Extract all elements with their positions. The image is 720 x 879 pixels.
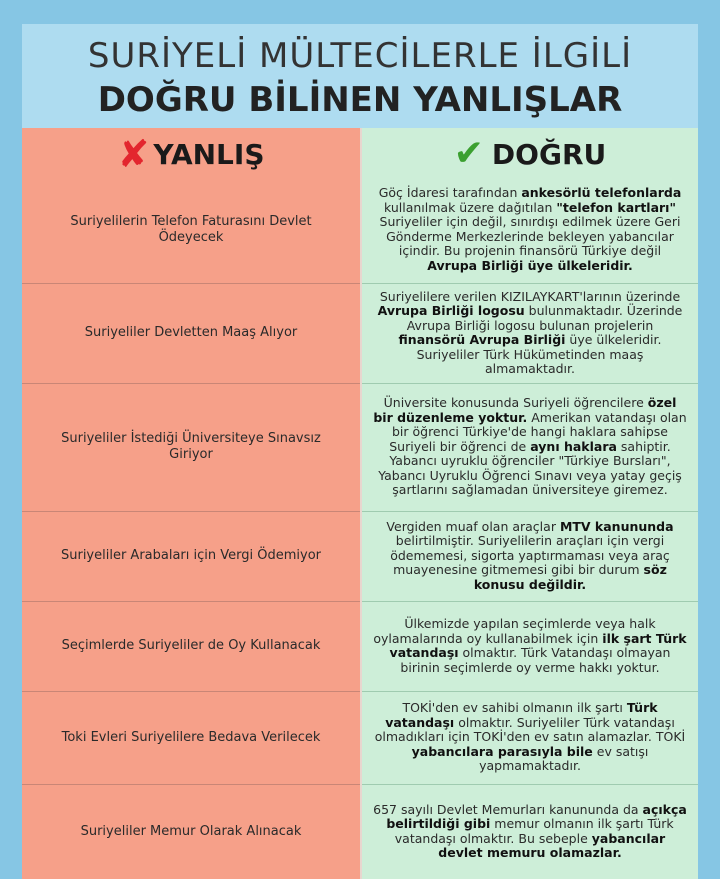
- fact-text: [372, 396, 688, 498]
- fact-fragment: kullanılmak üzere dağıtılan: [384, 199, 557, 215]
- fact-cell: [362, 601, 698, 691]
- fact-emphasis: Türk vatandaşı: [385, 700, 658, 730]
- check-mark-icon: ✔: [453, 133, 484, 174]
- fact-emphasis: MTV kanununda: [559, 518, 674, 534]
- fact-emphasis: özel bir düzenleme yoktur.: [373, 395, 677, 425]
- fact-cell: [362, 283, 698, 383]
- fact-cell: [362, 691, 698, 784]
- fact-cell: [362, 784, 698, 879]
- fact-fragment: üye ülkeleridir. Suriyeliler Türk Hükümetinden maaş almamaktadır.: [416, 332, 662, 376]
- row-divider: [362, 283, 698, 284]
- myth-cell: Suriyeliler Memur Olarak Alınacak: [80, 823, 302, 839]
- poster-title: [22, 24, 698, 128]
- row-divider: [22, 601, 360, 602]
- wrong-header: [22, 132, 360, 176]
- fact-fragment: Amerikan vatandaşı olan bir öğrenci Türkiye'de hangi haklara sahipse Suriyeli bir öğrenci de: [389, 409, 687, 454]
- fact-emphasis: söz konusu değildir.: [473, 562, 667, 592]
- myth-cell: Seçimlerde Suriyeliler de Oy Kullanacak: [61, 638, 321, 653]
- fact-cell: [362, 383, 698, 511]
- myth-cell: Suriyeliler Arabaları için Vergi Ödemiyor: [60, 548, 322, 563]
- fact-text: [372, 803, 688, 861]
- row-divider: [22, 511, 360, 512]
- fact-text: [372, 290, 688, 377]
- fact-emphasis: açıkça belirtildiği gibi: [386, 801, 687, 831]
- fact-fragment: Ülkemizde yapılan seçimlerde veya halk oylamalarında oy kullanabilmek için: [373, 616, 656, 646]
- fact-fragment: ev satışı yapmamaktadır.: [479, 743, 649, 774]
- fact-emphasis: aynı haklara: [530, 438, 617, 454]
- row-divider: [362, 691, 698, 692]
- myth-cell: Suriyelilerin Telefon Faturasını Devlet Ödeyecek: [70, 213, 312, 245]
- row-divider: [22, 283, 360, 284]
- myth-cell: Suriyeliler Devletten Maaş Alıyor: [84, 325, 298, 340]
- fact-text: [372, 617, 688, 675]
- fact-emphasis: Avrupa Birliği logosu: [377, 303, 525, 318]
- fact-fragment: olmaktır. Türk Vatandaşı olmayan birinin seçimlerde oy verme hakkı yoktur.: [400, 645, 671, 675]
- fact-emphasis: finansörü Avrupa Birliği: [398, 332, 566, 347]
- title-line-2: DOĞRU BİLİNEN YANLIŞLAR: [97, 80, 623, 120]
- fact-fragment: bulunmaktadır. Üzerinde Avrupa Birliği logosu bulunan projelerin: [406, 303, 683, 333]
- row-divider: [22, 784, 360, 785]
- fact-text: [372, 186, 688, 273]
- fact-fragment: TOKİ'den ev sahibi olmanın ilk şartı: [402, 700, 627, 716]
- fact-emphasis: ankesörlü telefonlarda: [521, 185, 682, 200]
- row-divider: [362, 784, 698, 785]
- fact-fragment: Suriyeliler için değil, sınırdışı edilmek üzere Geri Gönderme Merkezlerinde bekleyen yabancılar içindir. Bu projenin finansörü Türkiye değil: [379, 214, 681, 258]
- fact-cell: [362, 176, 698, 283]
- myth-cell: Suriyeliler İstediği Üniversiteye Sınavsız Giriyor: [61, 431, 321, 462]
- fact-fragment: memur olmanın ilk şartı Türk vatandaşı olmaktır. Bu sebeple: [394, 816, 674, 846]
- fact-fragment: belirtilmiştir. Suriyelilerin araçları için vergi ödememesi, sigorta yaptırmaması veya araç muayenesine gitmemesi gibi bir durum: [390, 533, 670, 578]
- row-divider: [362, 511, 698, 512]
- fact-fragment: Suriyelilere verilen KIZILAYKART'larının üzerinde: [379, 288, 681, 304]
- wrong-header-label: YANLIŞ: [153, 137, 265, 171]
- row-divider: [22, 383, 360, 384]
- right-header: [362, 132, 698, 176]
- fact-emphasis: yabancılara parasıyla bile: [411, 743, 593, 759]
- fact-fragment: Üniversite konusunda Suriyeli öğrencilere: [383, 395, 648, 411]
- fact-emphasis: yabancılar devlet memuru olamazlar.: [438, 830, 666, 860]
- fact-fragment: Vergiden muaf olan araçlar: [386, 518, 560, 534]
- x-mark-icon: ✘: [117, 132, 150, 176]
- fact-emphasis: Avrupa Birliği üye ülkeleridir.: [427, 257, 633, 273]
- row-divider: [362, 383, 698, 384]
- fact-emphasis: "telefon kartları": [556, 199, 676, 215]
- fact-fragment: olmaktır. Suriyeliler Türk vatandaşı olmadıkları için TOKİ'den ev satın alamazlar. TOKİ: [374, 714, 686, 745]
- row-divider: [22, 691, 360, 692]
- fact-fragment: sahiptir. Yabancı uyruklu öğrenciler "Türkiye Bursları", Yabancı Uyruklu Öğrenci Sınavı veya yatay geçiş şartlarını sağlamadan üniversiteye giremez.: [378, 438, 682, 498]
- row-divider: [362, 601, 698, 602]
- fact-fragment: Göç İdaresi tarafından: [378, 185, 522, 200]
- fact-text: [372, 520, 688, 593]
- myth-cell: Toki Evleri Suriyelilere Bedava Verilecek: [61, 729, 321, 745]
- title-line-1: SURİYELİ MÜLTECİLERLE İLGİLİ: [87, 36, 633, 76]
- fact-fragment: 657 sayılı Devlet Memurları kanununda da: [373, 801, 643, 817]
- fact-cell: [362, 511, 698, 601]
- fact-emphasis: ilk şart Türk vatandaşı: [389, 630, 687, 660]
- right-header-label: DOĞRU: [491, 137, 607, 171]
- fact-text: [372, 701, 688, 774]
